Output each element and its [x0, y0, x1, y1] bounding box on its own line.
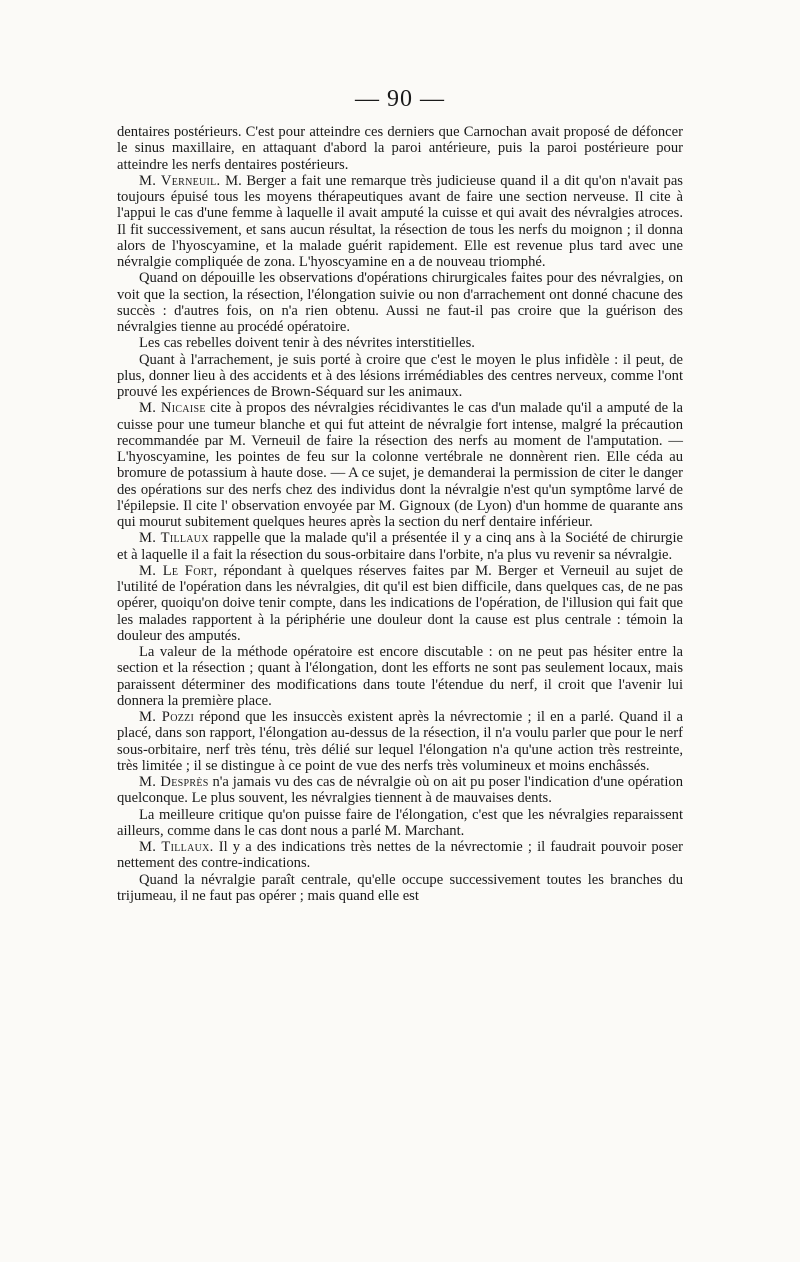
para-verneuil: [117, 173, 683, 271]
para-rebelles: [117, 335, 683, 351]
body-text: [117, 124, 683, 904]
paragraph-text: Quant à l'arrachement, je suis porté à croire que c'est le moyen le plus infidèle : il peut, de plus, donner lieu à des accidents et à des lésions irrémédiables des centres nerveux, comme l'ont prouvé les expériences de Brown-Séquard sur les animaux.: [117, 351, 683, 400]
para-carnochan: [117, 124, 683, 173]
speaker-name: M. Desprès: [139, 774, 209, 790]
para-centrale: [117, 872, 683, 905]
para-despres: [117, 774, 683, 807]
para-arrachement: [117, 352, 683, 401]
paragraph-text: Quand la névralgie paraît centrale, qu'elle occupe successivement toutes les branches du trijumeau, il ne faut pas opérer ; mais quand elle est: [117, 871, 683, 904]
paragraph-text: n'a jamais vu des cas de névralgie où on ait pu poser l'indication d'une opération quelconque. Le plus souvent, les névralgies tiennent à de mauvaises dents.: [117, 774, 683, 807]
para-tillaux-1: [117, 530, 683, 563]
paragraph-text: Quand on dépouille les observations d'opérations chirurgicales faites pour des névralgies, on voit que la section, la résection, l'élongation suivie ou non d'arrachement ont donné chacune des succès : d'autres fois, on n'a rien obtenu. Aussi ne faut-il pas croire que la guérison des névralgies tienne au procédé opératoire.: [117, 270, 683, 335]
para-tillaux-2: [117, 839, 683, 872]
para-valeur: [117, 644, 683, 709]
para-pozzi: [117, 709, 683, 774]
paragraph-text: répond que les insuccès existent après la névrectomie ; il en a parlé. Quand il a placé, dans son rapport, l'élongation au-dessus de la résection, il n'a voulu parler que pour le nerf sous-orbitaire, nerf très ténu, très délié sur lequel l'élongation n'a qu'une action très restreinte, très limitée ; il se distingue à ce point de vue des nerfs très volumineux et moins enchâssés.: [117, 709, 683, 774]
paragraph-text: La valeur de la méthode opératoire est encore discutable : on ne peut pas hésiter entre la section et la résection ; quant à l'élongation, dont les efforts ne sont pas seulement locaux, mais paraissent déterminer des modifications dans toute l'étendue du nerf, il croit que l'avenir lui donnera la première place.: [117, 644, 683, 709]
page-number: — 90 —: [355, 86, 445, 112]
paragraph-text: rappelle que la malade qu'il a présentée il y a cinq ans à la Société de chirurgie et à laquelle il a fait la résection du sous-orbitaire dans l'orbite, n'a plus vu revenir sa névralgie.: [117, 530, 683, 563]
speaker-name: M. Verneuil.: [139, 172, 221, 189]
speaker-name: M. Pozzi: [139, 709, 195, 725]
paragraph-text: La meilleure critique qu'on puisse faire de l'élongation, c'est que les névralgies reparaissent ailleurs, comme dans le cas dont nous a parlé M. Marchant.: [117, 806, 683, 839]
speaker-name: M. Tillaux.: [139, 839, 214, 855]
paragraph-text: cite à propos des névralgies récidivantes le cas d'un malade qu'il a amputé de la cuisse pour une tumeur blanche et qui fut atteint de névralgie fort intense, malgré la précaution recommandée par M. Verneuil de faire la résection des nerfs au moment de l'amputation. — L'hyoscyamine, les pointes de feu sur la colonne vertébrale ne donnèrent rien. Elle céda au bromure de potassium à haute dose. — A ce sujet, je demanderai la permission de citer le danger des opérations sur des nerfs chez des individus dont la névralgie n'est qu'un symptôme larvé de l'épilepsie. Il cite l' observation envoyée par M. Gignoux (de Lyon) d'un homme de quarante ans qui mourut subitement quelques heures après la section du nerf dentaire inférieur.: [117, 400, 683, 530]
speaker-name: M. Le Fort: [139, 562, 214, 579]
para-nicaise: [117, 400, 683, 530]
paragraph-text: , répondant à quelques réserves faites par M. Berger et Verneuil au sujet de l'utilité de l'opération dans les névralgies, dit qu'il est bien difficile, dans quelques cas, de ne pas opérer, quoiqu'on doive tenir compte, dans les indications de l'opération, de l'illusion qui fait que les malades rapportent à la périphérie une douleur dont la cause est plus centrale : témoin la douleur des amputés.: [117, 562, 684, 644]
paragraph-text: dentaires postérieurs. C'est pour atteindre ces derniers que Carnochan avait proposé de défoncer le sinus maxillaire, en attaquant d'abord la paroi antérieure, puis la paroi postérieure pour atteindre les nerfs dentaires postérieurs.: [117, 124, 683, 173]
speaker-name: M. Tillaux: [139, 530, 209, 547]
speaker-name: M. Nicaise: [139, 400, 206, 417]
para-critique: [117, 807, 683, 840]
paragraph-text: M. Berger a fait une remarque très judicieuse quand il a dit qu'on n'avait pas toujours épuisé tous les moyens thérapeutiques avant de faire une section nerveuse. Il cite à l'appui le cas d'une femme à laquelle il avait amputé la cuisse et qui avait des névralgies atroces. Il fit successivement, et sans aucun résultat, la résection de tous les nerfs du moignon ; il donna alors de l'hyoscyamine, et la malade guérit rapidement. Elle est revenue plus tard avec une névralgie compliquée de zona. L'hyoscyamine en a de nouveau triomphé.: [117, 172, 683, 270]
para-lefort: [117, 563, 683, 644]
para-depouille: [117, 270, 683, 335]
paragraph-text: Il y a des indications très nettes de la névrectomie ; il faudrait pouvoir poser nettement des contre-indications.: [117, 839, 683, 872]
paragraph-text: Les cas rebelles doivent tenir à des névrites interstitielles.: [139, 335, 475, 352]
